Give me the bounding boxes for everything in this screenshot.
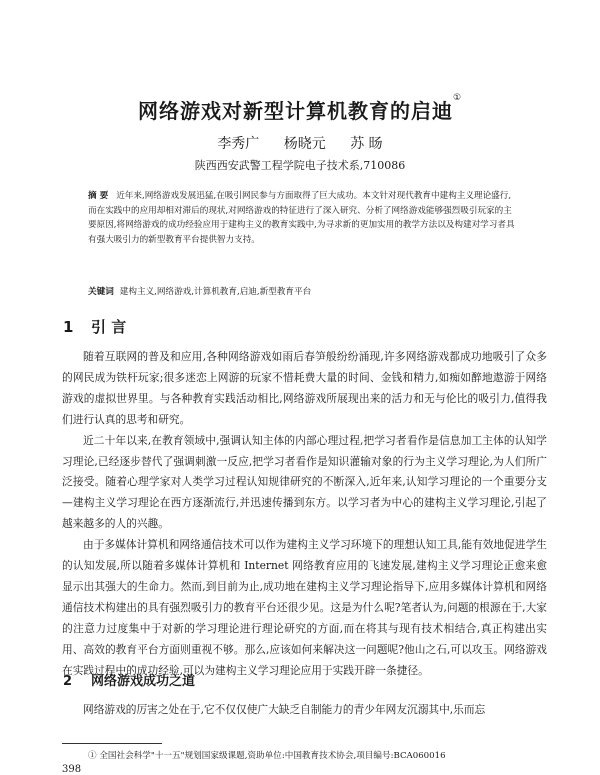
abstract-text: 近年来,网络游戏发展迅猛,在吸引网民参与方面取得了巨大成功。本文针对现代教育中建构主义理论盛行,而在实践中的应用却相对滞后的现状,对网络游戏的特征进行了深入研究、分析了网络游戏能够强烈吸引玩家的主要原因,将网络游戏的成功经验应用于建构主义的教育实践中,为寻求新的更加实用的教学方法以及构建对学习者具有强大吸引力的新型教育平台提供智力支持。 [88, 191, 515, 245]
section-1-body [62, 347, 547, 682]
author-1: 李秀广 [217, 136, 260, 152]
footnote: ① 全国社会科学"十一五"规划国家级课题,资助单位:中国教育技术协会,项目编号:BCA060016 [88, 751, 446, 761]
section-2-number: 2 [63, 674, 73, 689]
section-1-heading [63, 316, 126, 337]
paper-title [0, 95, 600, 124]
section-1-number: 1 [63, 318, 74, 336]
author-3: 苏 旸 [350, 136, 383, 152]
abstract-label: 摘 要 [88, 191, 109, 201]
abstract [88, 189, 518, 247]
keywords [88, 285, 518, 297]
author-2: 杨晓元 [283, 136, 326, 152]
keywords-label: 关键词 [88, 287, 114, 297]
paragraph: 网络游戏的厉害之处在于,它不仅仅使广大缺乏自制能力的青少年网友沉溺其中,乐而忘 [83, 703, 486, 716]
author-list [0, 133, 600, 153]
paragraph: 由于多媒体计算机和网络通信技术可以作为建构主义学习环境下的理想认知工具,能有效地促进学生的认知发展,所以随着多媒体计算机和 Internet 网络教育应用的飞速发展,建构主义学习理论正愈来愈显示出其强大的生命力。然而,到目前为止,成功地在建构主义学习理论指导下,应用多媒体计算机和网络通信技术构建出的具有强烈吸引力的教育平台还很少见。这是为什么呢?笔者认为,问题的根源在于,大家的注意力过度集中于对新的学习理论进行理论研究的方面,而在将其与现有技术相结合,真正构建出实用、高效的教育平台方面则重视不够。那么,应该如何来解决这一问题呢?他山之石,可以攻玉。网络游戏在实践过程中的成功经验,可以为建构主义学习理论应用于实践开辟一条捷径。 [62, 538, 547, 677]
page-number: 398 [62, 764, 82, 775]
section-2-heading [63, 670, 195, 689]
keywords-text: 建构主义,网络游戏,计算机教育,启迪,新型教育平台 [119, 287, 312, 297]
paragraph: 随着互联网的普及和应用,各种网络游戏如雨后春笋般纷纷涌现,许多网络游戏都成功地吸引了众多的网民成为铁杆玩家;很多迷恋上网游的玩家不惜耗费大量的时间、金钱和精力,如痴如醉地遨游于网络游戏的虚拟世界里。与各种教育实践活动相比,网络游戏所展现出来的活力和无与伦比的吸引力,值得我们进行认真的思考和研究。 [62, 350, 547, 426]
title-text: 网络游戏对新型计算机教育的启迪 [137, 99, 453, 123]
title-footnote-marker: ① [452, 93, 463, 103]
section-1-title: 引 言 [91, 318, 127, 336]
affiliation: 陕西西安武警工程学院电子技术系,710086 [194, 159, 406, 172]
section-2-title: 网络游戏成功之道 [91, 674, 196, 689]
section-2-body [62, 700, 547, 721]
paragraph: 近二十年以来,在教育领域中,强调认知主体的内部心理过程,把学习者看作是信息加工主体的认知学习理论,已经逐步替代了强调刺激一反应,把学习者看作是知识灌输对象的行为主义学习理论,为人们所广泛接受。随着心理学家对人类学习过程认知规律研究的不断深入,近年来,认知学习理论的一个重要分支—建构主义学习理论在西方逐渐流行,并迅速传播到东方。以学习者为中心的建构主义学习理论,引起了越来越多的人的兴趣。 [62, 433, 547, 531]
footnote-divider [62, 743, 162, 744]
